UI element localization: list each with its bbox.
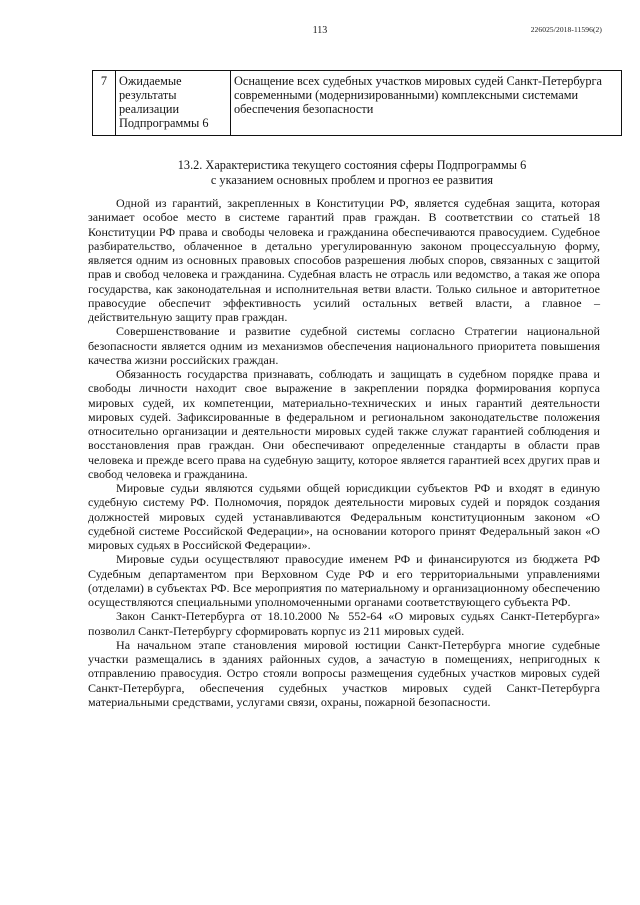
- table-row: [93, 71, 622, 136]
- paragraph: Одной из гарантий, закрепленных в Конституции РФ, является судебная защита, которая занимает особое место в системе гарантий прав граждан. В соответствии со статьей 18 Конституции РФ права и свободы человека и гражданина обеспечиваются правосудием. Судебное разбирательство, облаченное в детально урегулированную законом процессуальную форму, является одним из основных правовых способов разрешения любых споров, связанных с защитой прав и свобод человека и гражданина. Судебная власть не отрасль или ведомство, а такая же опора государства, как законодательная и исполнительная ветви власти. Только сильное и авторитетное правосудие обеспечит эффективность усилий остальных ветвей власти, а главное – действительную защиту прав граждан.: [88, 196, 600, 324]
- table-cell-value: Оснащение всех судебных участков мировых судей Санкт-Петербурга современными (модернизированными) комплексными системами обеспечения безопасности: [231, 71, 622, 136]
- body-text: [88, 196, 600, 709]
- section-title: [82, 158, 622, 188]
- paragraph: Закон Санкт-Петербурга от 18.10.2000 № 552-64 «О мировых судьях Санкт-Петербурга» позволил Санкт-Петербургу сформировать корпус из 211 мировых судей.: [88, 609, 600, 638]
- paragraph: Мировые судьи являются судьями общей юрисдикции субъектов РФ и входят в единую судебную систему РФ. Полномочия, порядок деятельности мировых судей и порядок создания должностей мировых судей устанавливаются Федеральным конституционным законом «О судебной системе Российской Федерации», на основании которого принят Федеральный закон «О мировых судьях в Российской Федерации».: [88, 481, 600, 552]
- table-cell-number: 7: [93, 71, 116, 136]
- document-code: 226025/2018-11596(2): [530, 25, 602, 34]
- section-title-line-2: с указанием основных проблем и прогноз ее развития: [210, 173, 494, 187]
- section-title-line-1: 13.2. Характеристика текущего состояния сферы Подпрограммы 6: [177, 158, 527, 172]
- paragraph: Мировые судьи осуществляют правосудие именем РФ и финансируются из бюджета РФ Судебным департаментом при Верховном Суде РФ и его территориальными управлениями (отделами) в субъектах РФ. Все мероприятия по материальному и организационному обеспечению осуществляются специальными уполномоченными органами соответствующего субъекта РФ.: [88, 552, 600, 609]
- paragraph: Совершенствование и развитие судебной системы согласно Стратегии национальной безопасности является одним из механизмов обеспечения национального приоритета повышения качества жизни российских граждан.: [88, 324, 600, 367]
- paragraph: На начальном этапе становления мировой юстиции Санкт-Петербурга многие судебные участки размещались в зданиях районных судов, а зачастую в помещениях, непригодных к отправлению правосудия. Остро стояли вопросы размещения судебных участков мировых судей Санкт-Петербурга, обеспечения судебных участков мировых судей Санкт-Петербурга материальными средствами, услугами связи, охраны, пожарной безопасности.: [88, 637, 600, 709]
- table-cell-label: Ожидаемые результаты реализации Подпрограммы 6: [116, 71, 231, 136]
- paragraph: Обязанность государства признавать, соблюдать и защищать в судебном порядке права и свободы личности находит свое выражение в закреплении порядка формирования корпуса мировых судей, их компетенции, материально-технических и иных гарантий деятельности мировых судей. Зафиксированные в федеральном и региональном законодательстве положения относительно организации и деятельности мировых судей также служат гарантией соблюдения и восстановления прав граждан. Они обеспечивают определенные стандарты в области прав человека и прежде всего права на судебную защиту, которое является гарантией всех других прав и свобод человека и гражданина.: [88, 367, 600, 481]
- page-number: 113: [312, 25, 328, 36]
- results-table: [92, 70, 622, 136]
